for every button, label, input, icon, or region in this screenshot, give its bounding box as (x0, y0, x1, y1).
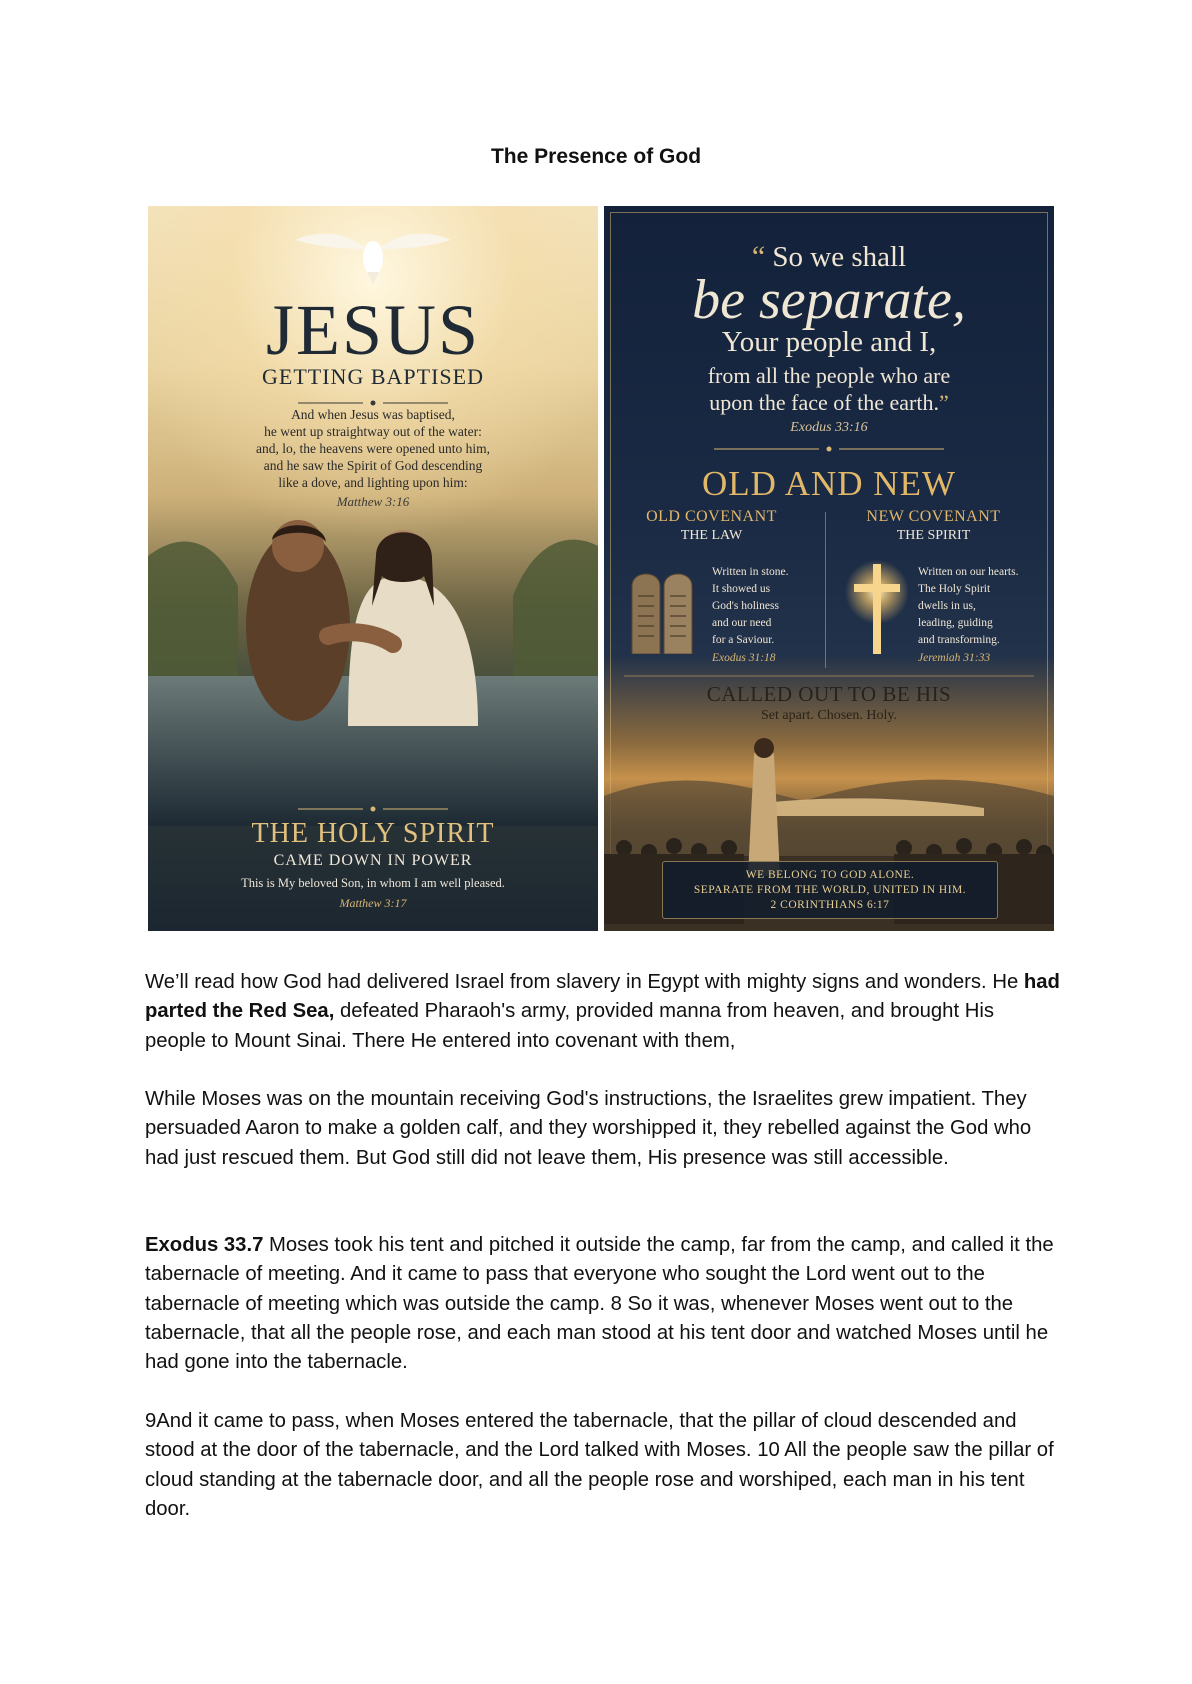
new-covenant-subtitle: THE SPIRIT (896, 528, 971, 543)
jesus-baptism-poster (148, 206, 598, 931)
poster-subtitle: GETTING BAPTISED (262, 364, 484, 389)
quote-line: Your people and I, (721, 326, 937, 358)
old-and-new-poster (604, 206, 1054, 931)
poster-bottom-verse: This is My beloved Son, in whom I am well pleased. (241, 876, 505, 890)
quote-reference: Exodus 33:16 (790, 420, 868, 435)
close-quote-icon: ” (938, 390, 949, 415)
paragraph-deliverance (145, 968, 1060, 1056)
covenant-line: Written in stone. (712, 566, 789, 578)
new-covenant-column (826, 508, 1041, 664)
called-out-heading: CALLED OUT TO BE HIS (706, 682, 952, 706)
quote-text: So we shall (772, 241, 907, 273)
quote-text: from all the people who are (707, 363, 951, 388)
new-covenant-reference: Jeremiah 31:33 (918, 652, 991, 664)
poster-bottom-subtitle: CAME DOWN IN POWER (273, 852, 473, 869)
old-covenant-text (712, 564, 812, 649)
old-covenant-title: OLD COVENANT (646, 508, 777, 525)
covenant-line: leading, guiding (918, 617, 993, 629)
old-covenant-reference: Exodus 31:18 (712, 652, 776, 664)
document-title: The Presence of God (490, 145, 702, 168)
ornament-divider-icon (604, 444, 1054, 454)
verse-line: and, lo, the heavens were opened unto him, (256, 441, 490, 456)
text-run: 9And it came to pass, when Moses entered the tabernacle, that the pillar of cloud descended and stood at the door of the tabernacle, and the Lord talked with Moses. 10 All the people saw the pillar of cloud standing at the tabernacle door, and all the people rose and worshiped, each man in his tent door. (145, 1410, 1054, 1520)
verse-reference: Matthew 3:16 (336, 494, 410, 509)
text-run: defeated Pharaoh's army, provided manna from heaven, and brought His people to Mount Sinai. There He entered into covenant with them, (145, 1000, 995, 1052)
verse-line: like a dove, and lighting upon him: (278, 475, 468, 490)
poster-bottom-reference: Matthew 3:17 (339, 896, 407, 910)
covenant-line: dwells in us, (918, 600, 976, 612)
glowing-cross-icon (844, 558, 910, 658)
poster-bottom-title: THE HOLY SPIRIT (251, 818, 495, 849)
old-covenant-column (604, 508, 819, 664)
old-covenant-subtitle: THE LAW (680, 528, 743, 543)
baptism-scene-illustration (148, 516, 598, 826)
ornament-divider-icon (148, 804, 598, 814)
paragraph-golden-calf (145, 1085, 1060, 1173)
quote-line (604, 362, 1054, 416)
baptism-verse (148, 406, 598, 491)
covenant-line: God's holiness (712, 600, 779, 612)
text-run: We’ll read how God had delivered Israel from slavery in Egypt with mighty signs and wonders. He (145, 971, 1024, 993)
covenant-line: and our need (712, 617, 772, 629)
verse-line: he went up straightway out of the water: (264, 424, 482, 439)
covenant-line: The Holy Spirit (918, 583, 991, 595)
banner-reference: 2 CORINTHIANS 6:17 (770, 899, 890, 911)
covenant-line: and transforming. (918, 634, 1000, 646)
new-covenant-title: NEW COVENANT (866, 508, 1001, 525)
open-quote-icon: “ (751, 240, 766, 273)
covenant-line: for a Saviour. (712, 634, 775, 646)
quote-text: upon the face of the earth. (709, 390, 939, 415)
verse-line: and he saw the Spirit of God descending (263, 458, 483, 473)
dove-icon (148, 216, 598, 286)
verse-line: And when Jesus was baptised, (291, 407, 455, 422)
covenant-line: It showed us (712, 583, 771, 595)
quote-emphasis: be separate, (692, 269, 966, 331)
covenant-line: Written on our hearts. (918, 566, 1019, 578)
paragraph-pillar-of-cloud (145, 1407, 1060, 1524)
scripture-reference: Exodus 33.7 (145, 1234, 264, 1256)
ornament-divider-icon (604, 672, 1054, 680)
bold-text: had parted the Red Sea, (145, 971, 1060, 1023)
banner-line: SEPARATE FROM THE WORLD, UNITED IN HIM. (693, 884, 967, 896)
poster-title: JESUS (265, 290, 481, 370)
text-run: Moses took his tent and pitched it outside the camp, far from the camp, and called it the tabernacle of meeting. And it came to pass that everyone who sought the Lord went out to the tabernacle of meeting which was outside the camp. 8 So it was, whenever Moses went out to the tabernacle, that all the people rose, and each man stood at his tent door and watched Moses until he had gone into the tabernacle. (145, 1234, 1054, 1374)
poster-heading: OLD AND NEW (701, 464, 957, 503)
banner-line: WE BELONG TO GOD ALONE. (745, 869, 915, 881)
new-covenant-text (918, 564, 1033, 649)
paragraph-exodus-33-7 (145, 1231, 1060, 1377)
text-run: While Moses was on the mountain receiving God's instructions, the Israelites grew impatient. They persuaded Aaron to make a golden calf, and they worshipped it, they rebelled against the God who had just rescued them. But God still did not leave them, His presence was still accessible. (145, 1088, 1032, 1169)
called-out-subtitle: Set apart. Chosen. Holy. (761, 708, 897, 723)
stone-tablets-icon (630, 566, 694, 654)
belonging-banner (662, 861, 998, 919)
